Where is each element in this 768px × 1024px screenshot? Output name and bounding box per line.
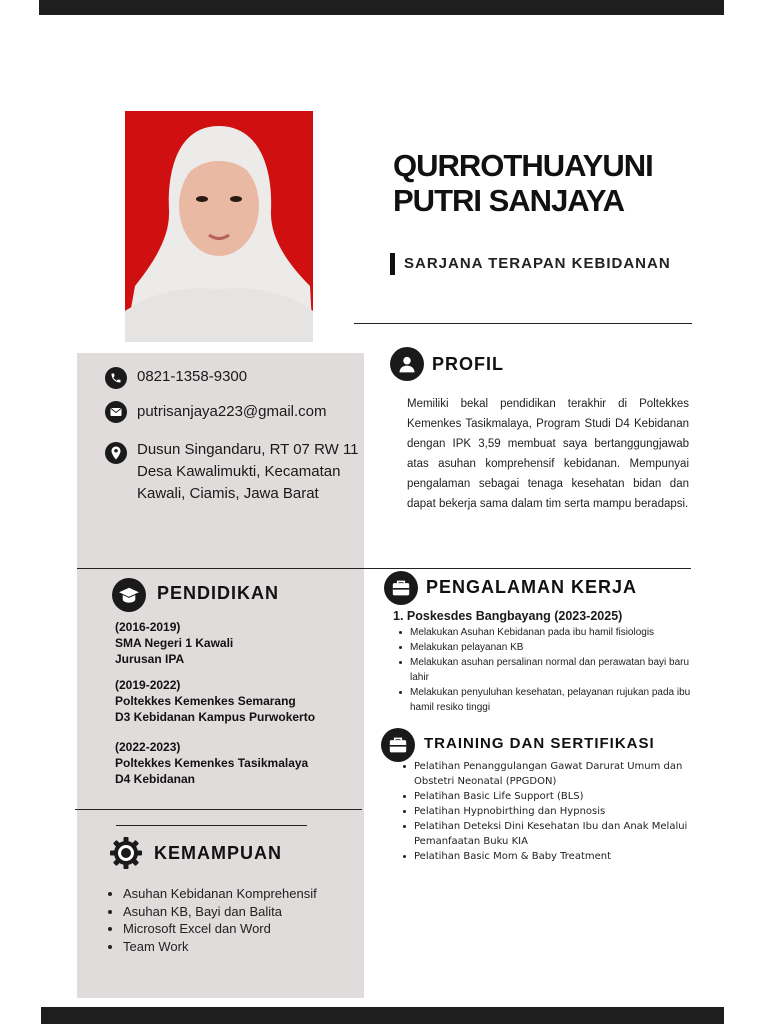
job-entry — [393, 609, 703, 715]
profil-heading: PROFIL — [432, 354, 504, 374]
location-icon — [105, 442, 127, 464]
education-item — [115, 739, 308, 787]
full-name — [393, 148, 733, 218]
phone-number[interactable]: 0821-1358-9300 — [137, 368, 248, 385]
training-list — [397, 759, 703, 864]
profil-paragraph: Memiliki bekal pendidikan terakhir di Poltekkes Kemenkes Tasikmalaya, Program Studi D4 Kebidanan dengan IPK 3,59 membuat saya bertanggungjawab atas asuhan komprehensif kebidanan. Mempunyai pengalaman sebagai tenaga kesehatan bidan dan dapat bekerja sama dalam tim serta mampu beradapsi. — [407, 398, 689, 510]
education-years: (2016-2019) — [115, 620, 181, 634]
education-item — [115, 619, 233, 667]
education-major: D3 Kebidanan Kampus Purwokerto — [115, 710, 316, 724]
list-item: Microsoft Excel dan Word — [107, 920, 357, 938]
mail-icon — [105, 401, 127, 423]
pendidikan-heading: PENDIDIKAN — [157, 583, 280, 603]
briefcase-icon — [381, 728, 415, 762]
top-bar — [39, 0, 724, 15]
title-accent-bar — [390, 253, 395, 275]
list-item: Pelatihan Basic Mom & Baby Treatment — [397, 849, 703, 864]
job-employer: Poskesdes Bangbayang (2023-2025) — [406, 609, 623, 623]
address-line: Kawali, Ciamis, Jawa Barat — [137, 485, 319, 502]
education-years: (2022-2023) — [115, 740, 181, 754]
list-item: Pelatihan Hypnobirthing dan Hypnosis — [397, 804, 703, 819]
education-school: Poltekkes Kemenkes Semarang — [115, 694, 296, 708]
address-line: Dusun Singandaru, RT 07 RW 11 — [137, 441, 359, 458]
list-item: Pelatihan Penanggulangan Gawat Darurat Umum dan Obstetri Neonatal (PPGDON) — [397, 759, 703, 789]
list-item: Melakukan pelayanan KB — [393, 640, 703, 655]
training-heading: TRAINING DAN SERTIFIKASI — [424, 735, 655, 752]
list-item: Melakukan asuhan persalinan normal dan perawatan bayi baru lahir — [393, 655, 703, 685]
name-line-1: QURROTHUAYUNI — [393, 148, 653, 183]
list-item: Asuhan KB, Bayi dan Balita — [107, 903, 357, 921]
gear-icon — [109, 836, 143, 870]
bottom-bar — [41, 1007, 724, 1024]
education-major: Jurusan IPA — [115, 652, 185, 666]
graduation-cap-icon — [112, 578, 146, 612]
job-title: SARJANA TERAPAN KEBIDANAN — [404, 255, 671, 272]
list-item: Asuhan Kebidanan Komprehensif — [107, 885, 357, 903]
divider-title — [354, 323, 692, 324]
pengalaman-heading: PENGALAMAN KERJA — [426, 577, 638, 597]
education-school: SMA Negeri 1 Kawali — [115, 636, 234, 650]
education-major: D4 Kebidanan — [115, 772, 196, 786]
email-address[interactable]: putrisanjaya223@gmail.com — [137, 403, 327, 420]
divider-middle — [77, 568, 691, 569]
job-title-row — [393, 609, 703, 623]
job-duties-list — [393, 625, 703, 715]
user-icon — [390, 347, 424, 381]
profile-photo — [125, 111, 313, 342]
kemampuan-heading: KEMAMPUAN — [154, 843, 282, 863]
profil-text — [407, 394, 689, 514]
education-years: (2019-2022) — [115, 678, 181, 692]
name-line-2: PUTRI SANJAYA — [393, 183, 625, 218]
education-school: Poltekkes Kemenkes Tasikmalaya — [115, 756, 309, 770]
phone-icon — [105, 367, 127, 389]
briefcase-icon — [384, 571, 418, 605]
list-item: Melakukan penyuluhan kesehatan, pelayanan rujukan pada ibu hamil resiko tinggi — [393, 685, 703, 715]
list-item: Melakukan Asuhan Kebidanan pada ibu hamil fisiologis — [393, 625, 703, 640]
list-item: Team Work — [107, 938, 357, 956]
address — [137, 439, 367, 505]
address-line: Desa Kawalimukti, Kecamatan — [137, 463, 341, 480]
skills-list — [107, 885, 357, 955]
divider-left-short — [116, 825, 307, 826]
divider-left-lower — [75, 809, 362, 810]
list-item: Pelatihan Deteksi Dini Kesehatan Ibu dan Anak Melalui Pemanfaatan Buku KIA — [397, 819, 703, 849]
job-number: 1. — [393, 609, 404, 623]
education-item — [115, 677, 315, 725]
list-item: Pelatihan Basic Life Support (BLS) — [397, 789, 703, 804]
